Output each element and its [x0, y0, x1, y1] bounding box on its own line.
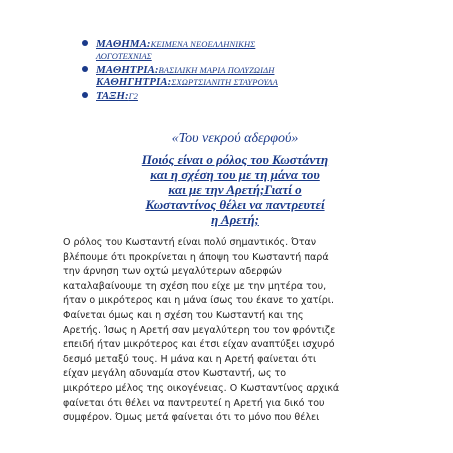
- body-line: μικρότερο μέλος της οικογένειας. Ο Κωσταντίνος αρχικά: [63, 382, 340, 394]
- body-line: δεσμό μεταξύ τους. Η μάνα και η Αρετή φαίνεται ότι: [63, 353, 317, 365]
- question-line: και με την Αρετή;Γιατί ο: [168, 182, 302, 197]
- subject-value-continued: ΛΟΓΟΤΕΧΝΙΑΣ: [96, 51, 152, 61]
- teacher-value: ΣΧΩΡΤΣΙΑΝΙΤΗ ΣΤΑΥΡΟΥΛΑ: [171, 77, 278, 87]
- body-line: Φαίνεται όμως και η σχέση του Κωσταντή και της: [63, 309, 304, 321]
- class-item: [80, 90, 400, 102]
- body-line: επειδή ήταν μικρότερος και έτσι είχαν αναπτύξει ισχυρό: [63, 339, 335, 351]
- body-line: είχαν μεγάλη αδυναμία στον Κωσταντή, ως το: [63, 368, 287, 380]
- bullet-icon: [82, 66, 88, 72]
- teacher-label: ΚΑΘΗΓΗΤΡΙΑ:: [96, 76, 172, 88]
- body-line: την άρνηση των οχτώ μεγαλύτερων αδερφών: [63, 266, 282, 278]
- body-line: βλέπουμε ότι προκρίνεται η άποψη του Κωσταντή παρά: [63, 251, 329, 263]
- answer-paragraph: [63, 236, 403, 426]
- body-line: φαίνεται ότι θέλει να παντρευτεί η Αρετή για δικό του: [63, 397, 325, 409]
- body-line: Ο ρόλος του Κωσταντή είναι πολύ σημαντικός. Όταν: [63, 237, 317, 248]
- student-value: ΒΑΣΙΛΙΚΗ ΜΑΡΙΑ ΠΟΛΥΖΩΙΔΗ: [158, 65, 275, 75]
- header-info-list: [80, 38, 400, 104]
- question-line: και η σχέση του με τη μάνα του: [150, 167, 320, 182]
- student-item: [80, 64, 400, 88]
- body-line: ήταν ο μικρότερος και η μάνα ίσως του έκανε το χατίρι.: [63, 295, 334, 307]
- question-line: Κωσταντίνος θέλει να παντρευτεί: [145, 197, 325, 212]
- body-line: Αρετής. Ίσως η Αρετή σαν μεγαλύτερη του τον φρόντιζε: [63, 324, 336, 336]
- bullet-icon: [82, 40, 88, 46]
- bullet-icon: [82, 92, 88, 98]
- student-label: ΜΑΘΗΤΡΙΑ:: [96, 64, 159, 76]
- question-line: Ποιός είναι ο ρόλος του Κωστάντη: [141, 152, 329, 167]
- subject-item: [80, 38, 400, 62]
- body-line: καταλαβαίνουμε τη σχέση που είχε με την μητέρα του,: [63, 280, 327, 292]
- body-line: συμφέρον. Όμως μετά φαίνεται ότι το μόνο που θέλει: [63, 412, 320, 424]
- question-heading: [120, 152, 350, 227]
- subject-value: ΚΕΙΜΕΝΑ ΝΕΟΕΛΛΗΝΙΚΗΣ: [150, 39, 256, 49]
- class-value: Γ2: [128, 91, 138, 101]
- subject-label: ΜΑΘΗΜΑ:: [96, 38, 151, 50]
- poem-title: «Του νεκρού αδερφού»: [171, 131, 299, 146]
- class-label: ΤΑΞΗ:: [96, 90, 129, 102]
- question-line: η Αρετή;: [211, 212, 259, 227]
